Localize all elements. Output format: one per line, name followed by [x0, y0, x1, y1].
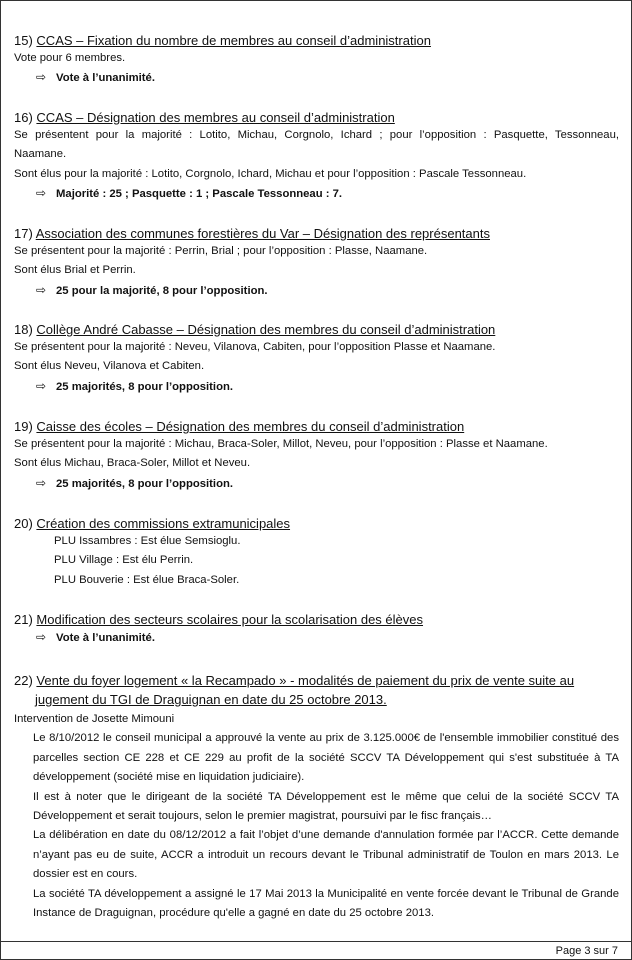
paragraph: Il est à noter que le dirigeant de la société TA Développement est le même que celui de la société SCCV TA Développement et serait toujours, selon le premier magistrat, poursuivi par le fisc français…	[33, 790, 619, 823]
arrow-right-icon: ⇨	[36, 282, 47, 297]
arrow-right-icon: ⇨	[36, 186, 47, 201]
section-19	[14, 419, 619, 494]
section-text: Sont élus pour la majorité : Lotito, Corgnolo, Ichard, Michau et pour l’opposition : Pascale Tessonneau.	[14, 167, 527, 180]
section-title-text: CCAS – Désignation des membres au conseil d’administration	[36, 110, 395, 125]
section-20	[14, 516, 619, 590]
arrow-right-icon: ⇨	[36, 70, 47, 85]
commission-item: PLU Bouverie : Est élue Braca-Soler.	[54, 573, 240, 586]
section-text: Sont élus Michau, Braca-Soler, Millot et Neveu.	[14, 457, 251, 470]
section-title-text: Modification des secteurs scolaires pour la scolarisation des élèves	[36, 612, 424, 627]
section-title: 17) Association des communes forestières du Var – Désignation des représentants	[14, 226, 490, 241]
section-title: 15) CCAS – Fixation du nombre de membres au conseil d’administration	[14, 33, 431, 48]
footer-divider	[1, 941, 631, 942]
section-22	[14, 671, 619, 923]
paragraph: La société TA développement a assigné le 17 Mai 2013 la Municipalité en vente forcée devant le Tribunal de Grande Instance de Draguignan, procédure qu'elle a gagné en date du 25 octobre 2013.	[33, 887, 619, 920]
section-title: 19) Caisse des écoles – Désignation des membres du conseil d’administration	[14, 419, 465, 434]
section-text: Se présentent pour la majorité : Michau, Braca-Soler, Millot, Neveu, pour l’opposition : Plasse et Naamane.	[14, 438, 548, 450]
section-title-text: CCAS – Fixation du nombre de membres au conseil d’administration	[36, 33, 431, 48]
vote-result: ⇨ Vote à l’unanimité.	[14, 68, 619, 88]
commission-item: PLU Village : Est élu Perrin.	[54, 554, 194, 567]
arrow-right-icon: ⇨	[36, 475, 47, 490]
paragraph: Le 8/10/2012 le conseil municipal a approuvé la vente au prix de 3.125.000€ de l'ensemble immobilier constitué des parcelles section CE 228 et CE 229 au profit de la société SCCV TA Développement qui s'est substituée à TA développement (société mise en liquidation judiciaire).	[33, 732, 619, 784]
vote-result: ⇨ 25 pour la majorité, 8 pour l’opposition.	[14, 281, 619, 301]
section-title: 18) Collège André Cabasse – Désignation des membres du conseil d’administration	[14, 322, 496, 337]
arrow-right-icon: ⇨	[36, 378, 47, 393]
section-18	[14, 322, 619, 397]
section-title-text: Création des commissions extramunicipales	[36, 516, 291, 531]
intervention-label: Intervention de Josette Mimouni	[14, 713, 175, 725]
vote-result: ⇨ Vote à l’unanimité.	[14, 628, 619, 648]
section-15	[14, 33, 619, 89]
section-title-text: Caisse des écoles – Désignation des membres du conseil d’administration	[36, 419, 465, 434]
section-title: 16) CCAS – Désignation des membres au conseil d’administration	[14, 110, 395, 125]
section-title-text: Collège André Cabasse – Désignation des membres du conseil d’administration	[36, 322, 496, 337]
section-text: Se présentent pour la majorité : Neveu, Vilanova, Cabiten, pour l’opposition Plasse et Naamane.	[14, 341, 496, 353]
section-title: 21) Modification des secteurs scolaires pour la scolarisation des élèves	[14, 612, 424, 627]
section-16	[14, 110, 619, 205]
section-text: Se présentent pour la majorité : Lotito, Michau, Corgnolo, Ichard ; pour l’opposition : Pasquette, Tessonneau,	[14, 129, 619, 141]
section-text: Vote pour 6 membres.	[14, 52, 126, 64]
section-title: 22) Vente du foyer logement « la Recampado » - modalités de paiement du prix de vente suite au jugement du TGI de Draguignan en date du 25 octobre 2013.	[14, 673, 575, 707]
arrow-right-icon: ⇨	[36, 630, 47, 644]
vote-result: ⇨ Majorité : 25 ; Pasquette : 1 ; Pascale Tessonneau : 7.	[14, 184, 619, 204]
section-title-text: Association des communes forestières du Var – Désignation des représentants	[35, 226, 490, 241]
section-text: Naamane.	[14, 148, 67, 161]
page-number: Page 3 sur 7	[555, 945, 618, 957]
vote-result: ⇨ 25 majorités, 8 pour l’opposition.	[14, 474, 619, 494]
section-17	[14, 226, 619, 301]
paragraph: La délibération en date du 08/12/2012 a fait l’objet d’une demande d'annulation formée par l’ACCR. Cette demande n’ayant pas eu de suite, ACCR a introduit un recours devant le Tribunal administratif de Toulon en mars 2013. Le dossier est en cours.	[33, 829, 619, 881]
section-text: Sont élus Neveu, Vilanova et Cabiten.	[14, 360, 205, 373]
section-title-text: Vente du foyer logement « la Recampado » - modalités de paiement du prix de vente suite au jugement du TGI de Draguignan en date du 25 octobre 2013.	[35, 673, 575, 707]
section-text: Sont élus Brial et Perrin.	[14, 264, 136, 277]
section-title: 20) Création des commissions extramunicipales	[14, 516, 291, 531]
commission-item: PLU Issambres : Est élue Semsioglu.	[54, 535, 241, 547]
vote-result: ⇨ 25 majorités, 8 pour l’opposition.	[14, 377, 619, 397]
section-text: Se présentent pour la majorité : Perrin, Brial ; pour l’opposition : Plasse, Naamane.	[14, 245, 428, 257]
section-21	[14, 612, 619, 648]
